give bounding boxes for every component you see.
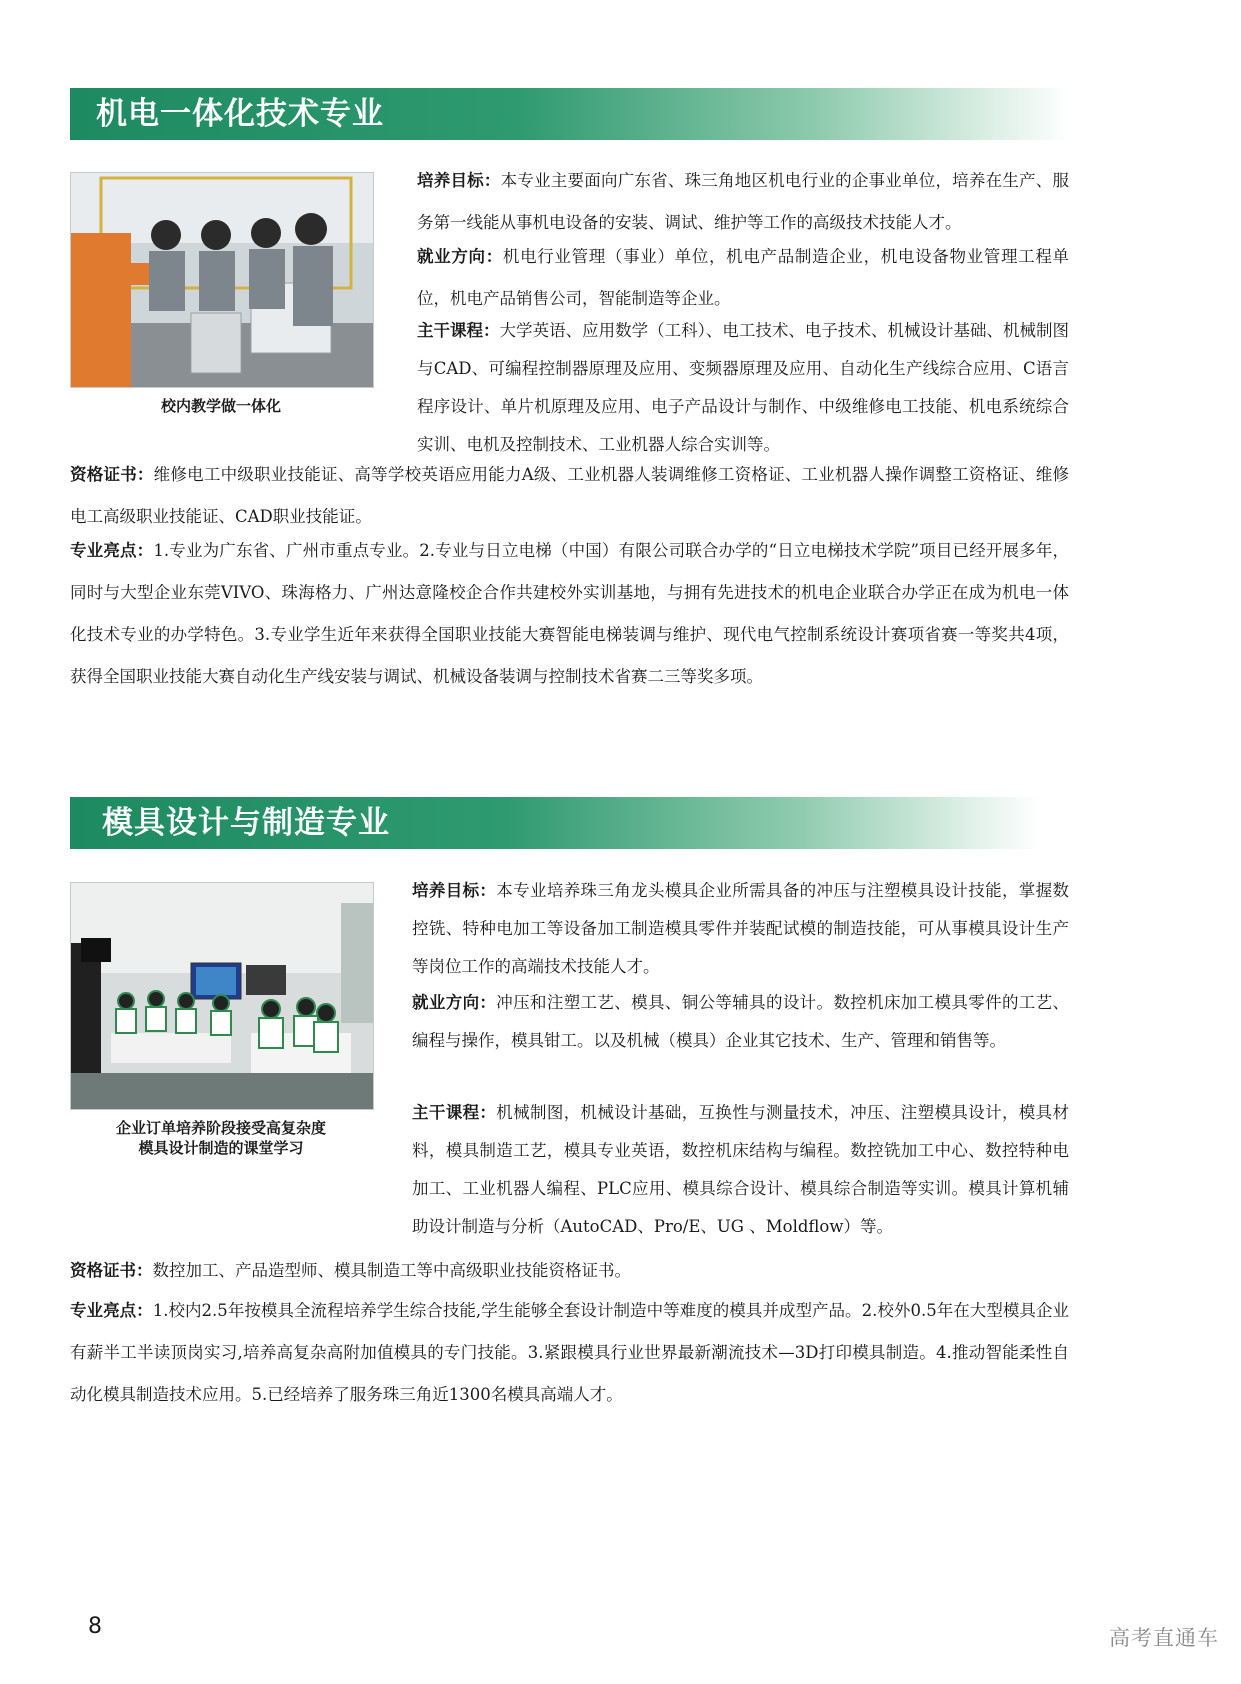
section2-highlight-label: 专业亮点：: [70, 1301, 153, 1320]
section1-title-banner: [70, 88, 1070, 140]
section1-job-text: 机电行业管理（事业）单位，机电产品制造企业，机电设备物业管理工程单位，机电产品销售公司，智能制造等企业。: [417, 247, 1070, 308]
section1-goal-text: 本专业主要面向广东省、珠三角地区机电行业的企事业单位，培养在生产、服务第一线能从事机电设备的安装、调试、维护等工作的高级技术技能人才。: [417, 171, 1070, 232]
section2-photo: [70, 882, 374, 1110]
section2-job: [412, 984, 1069, 1060]
section2-job-label: 就业方向：: [412, 993, 497, 1012]
section1-job-label: 就业方向：: [417, 247, 503, 266]
section1-goal: [417, 160, 1069, 244]
section1-photo-caption: 校内教学做一体化: [160, 397, 281, 415]
section2-title-banner: [70, 797, 1040, 849]
section2-courses-top: [412, 1094, 1070, 1236]
section2-course-label: 主干课程：: [412, 1103, 497, 1122]
section1-course-label: 主干课程：: [417, 321, 500, 340]
section2-course-text: 机械制图，机械设计基础，互换性与测量技术，冲压、注塑模具设计，模具材料，模具制造工艺，模具专业英语，数控机床结构与编程。数控铣加工中心、数控特种电加工、工业机器人编程、PLC应用、模具综合设计、模具综合制造等实训。模具计算机辅助设计制造与分析（AutoCAD、Pro/E、UG 、Moldflow）等。: [412, 1103, 1070, 1236]
section2-photo-caption-line2: 模具设计制造的课堂学习: [138, 1139, 304, 1157]
section1-title: 机电一体化技术专业: [96, 96, 384, 132]
section2-goal-label: 培养目标：: [412, 881, 497, 900]
section2-cert: [70, 1250, 1069, 1292]
section1-course-text: 大学英语、应用数学（工科）、电工技术、电子技术、机械设计基础、机械制图与CAD、可编程控制器原理及应用、变频器原理及应用、自动化生产线综合应用、C语言程序设计、单片机原理及应用、电子产品设计与制作、中级维修电工技能、机电系统综合实训、电机及控制技术、工业机器人综合实训等。: [417, 321, 1070, 454]
section2-cert-label: 资格证书：: [70, 1261, 153, 1280]
section1-courses: [417, 312, 1069, 464]
section2-job-text: 冲压和注塑工艺、模具、铜公等辅具的设计。数控机床加工模具零件的工艺、编程与操作，模具钳工。以及机械（模具）企业其它技术、生产、管理和销售等。: [412, 993, 1070, 1050]
section2-title: 模具设计与制造专业: [102, 805, 390, 841]
section1-highlights: [70, 530, 1069, 698]
section1-photo: [70, 172, 374, 388]
section2-goal: [412, 872, 1069, 986]
section2-highlights: [70, 1290, 1069, 1416]
section1-highlight-label: 专业亮点：: [70, 541, 154, 560]
section2-cert-text: 数控加工、产品造型师、模具制造工等中高级职业技能资格证书。: [152, 1261, 631, 1280]
section1-goal-label: 培养目标：: [417, 171, 501, 190]
section2-photo-caption: [70, 1118, 372, 1158]
watermark-text: 高考直通车: [1109, 1626, 1219, 1650]
page-number: 8: [88, 1614, 102, 1639]
section1-highlight-text: 1.专业为广东省、广州市重点专业。2.专业与日立电梯（中国）有限公司联合办学的“日立电梯技术学院”项目已经开展多年，同时与大型企业东莞VIVO、珠海格力、广州达意隆校企合作共建校外实训基地，与拥有先进技术的机电企业联合办学正在成为机电一体化技术专业的办学特色。3.专业学生近年来获得全国职业技能大赛智能电梯装调与维护、现代电气控制系统设计赛项省赛一等奖共4项， 获得全国职业技能大赛自动化生产线安装与调试、机械设备装调与控制技术省赛二三等奖多项。: [70, 541, 1070, 686]
section1-cert: [70, 454, 1069, 538]
section1-cert-label: 资格证书：: [70, 465, 154, 484]
section1-job: [417, 236, 1069, 320]
section2-highlight-text: 1.校内2.5年按模具全流程培养学生综合技能,学生能够全套设计制造中等难度的模具并成型产品。2.校外0.5年在大型模具企业有薪半工半读顶岗实习,培养高复杂高附加值模具的专门技能。3.紧跟模具行业世界最新潮流技术—3D打印模具制造。4.推动智能柔性自动化模具制造技术应用。5.已经培养了服务珠三角近1300名模具高端人才。: [70, 1301, 1070, 1404]
section2-goal-text: 本专业培养珠三角龙头模具企业所需具备的冲压与注塑模具设计技能，掌握数控铣、特种电加工等设备加工制造模具零件并装配试模的制造技能，可从事模具设计生产等岗位工作的高端技术技能人才。: [412, 881, 1070, 976]
section2-photo-caption-line1: 企业订单培养阶段接受高复杂度: [115, 1119, 326, 1137]
section1-cert-text: 维修电工中级职业技能证、高等学校英语应用能力A级、工业机器人装调维修工资格证、工业机器人操作调整工资格证、维修电工高级职业技能证、CAD职业技能证。: [70, 465, 1069, 526]
